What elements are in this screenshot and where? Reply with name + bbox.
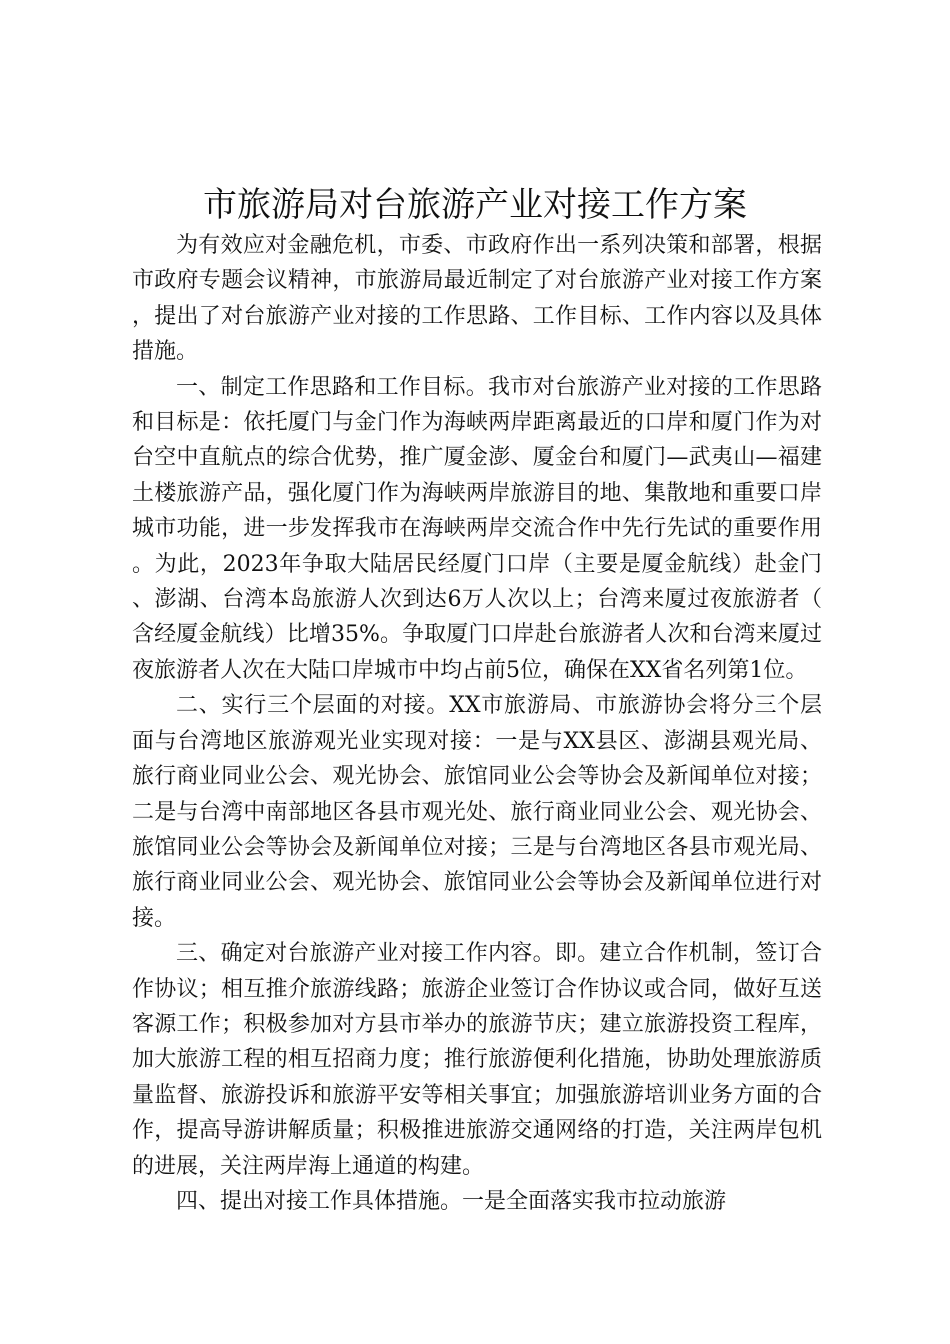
paragraph-section-3: 三、确定对台旅游产业对接工作内容。即。建立合作机制，签订合作协议；相互推介旅游线路；旅游企业签订合作协议或合同，做好互送客源工作；积极参加对方县市举办的旅游节庆；建立旅游投资工程库，加大旅游工程的相互招商力度；推行旅游便利化措施，协助处理旅游质量监督、旅游投诉和旅游平安等相关事宜；加强旅游培训业务方面的合作，提高导游讲解质量；积极推进旅游交通网络的打造，关注两岸包机的进展，关注两岸海上通道的构建。 [132, 941, 822, 1179]
paragraph-intro: 为有效应对金融危机，市委、市政府作出一系列决策和部署，根据市政府专题会议精神，市旅游局最近制定了对台旅游产业对接工作方案，提出了对台旅游产业对接的工作思路、工作目标、工作内容以及具体措施。 [132, 233, 822, 365]
paragraph-section-1: 一、制定工作思路和工作目标。我市对台旅游产业对接的工作思路和目标是：依托厦门与金门作为海峡两岸距离最近的口岸和厦门作为对台空中直航点的综合优势，推广厦金澎、厦金台和厦门—武夷山—福建土楼旅游产品，强化厦门作为海峡两岸旅游目的地、集散地和重要口岸城市功能，进一步发挥我市在海峡两岸交流合作中先行先试的重要作用。为此，2023年争取大陆居民经厦门口岸（主要是厦金航线）赴金门、澎湖、台湾本岛旅游人次到达6万人次以上；台湾来厦过夜旅游者（含经厦金航线）比增35%。争取厦门口岸赴台旅游者人次和台湾来厦过夜旅游者人次在大陆口岸城市中均占前5位，确保在XX省名列第1位。 [132, 374, 822, 683]
paragraph-section-2: 二、实行三个层面的对接。XX市旅游局、市旅游协会将分三个层面与台湾地区旅游观光业实现对接：一是与XX县区、澎湖县观光局、旅行商业同业公会、观光协会、旅馆同业公会等协会及新闻单位对接；二是与台湾中南部地区各县市观光处、旅行商业同业公会、观光协会、旅馆同业公会等协会及新闻单位对接；三是与台湾地区各县市观光局、旅行商业同业公会、观光协会、旅馆同业公会等协会及新闻单位进行对接。 [132, 693, 822, 931]
paragraph-section-4: 四、提出对接工作具体措施。一是全面落实我市拉动旅游 [176, 1188, 727, 1214]
document-title: 市旅游局对台旅游产业对接工作方案 [203, 185, 747, 225]
document-body [132, 228, 822, 1219]
